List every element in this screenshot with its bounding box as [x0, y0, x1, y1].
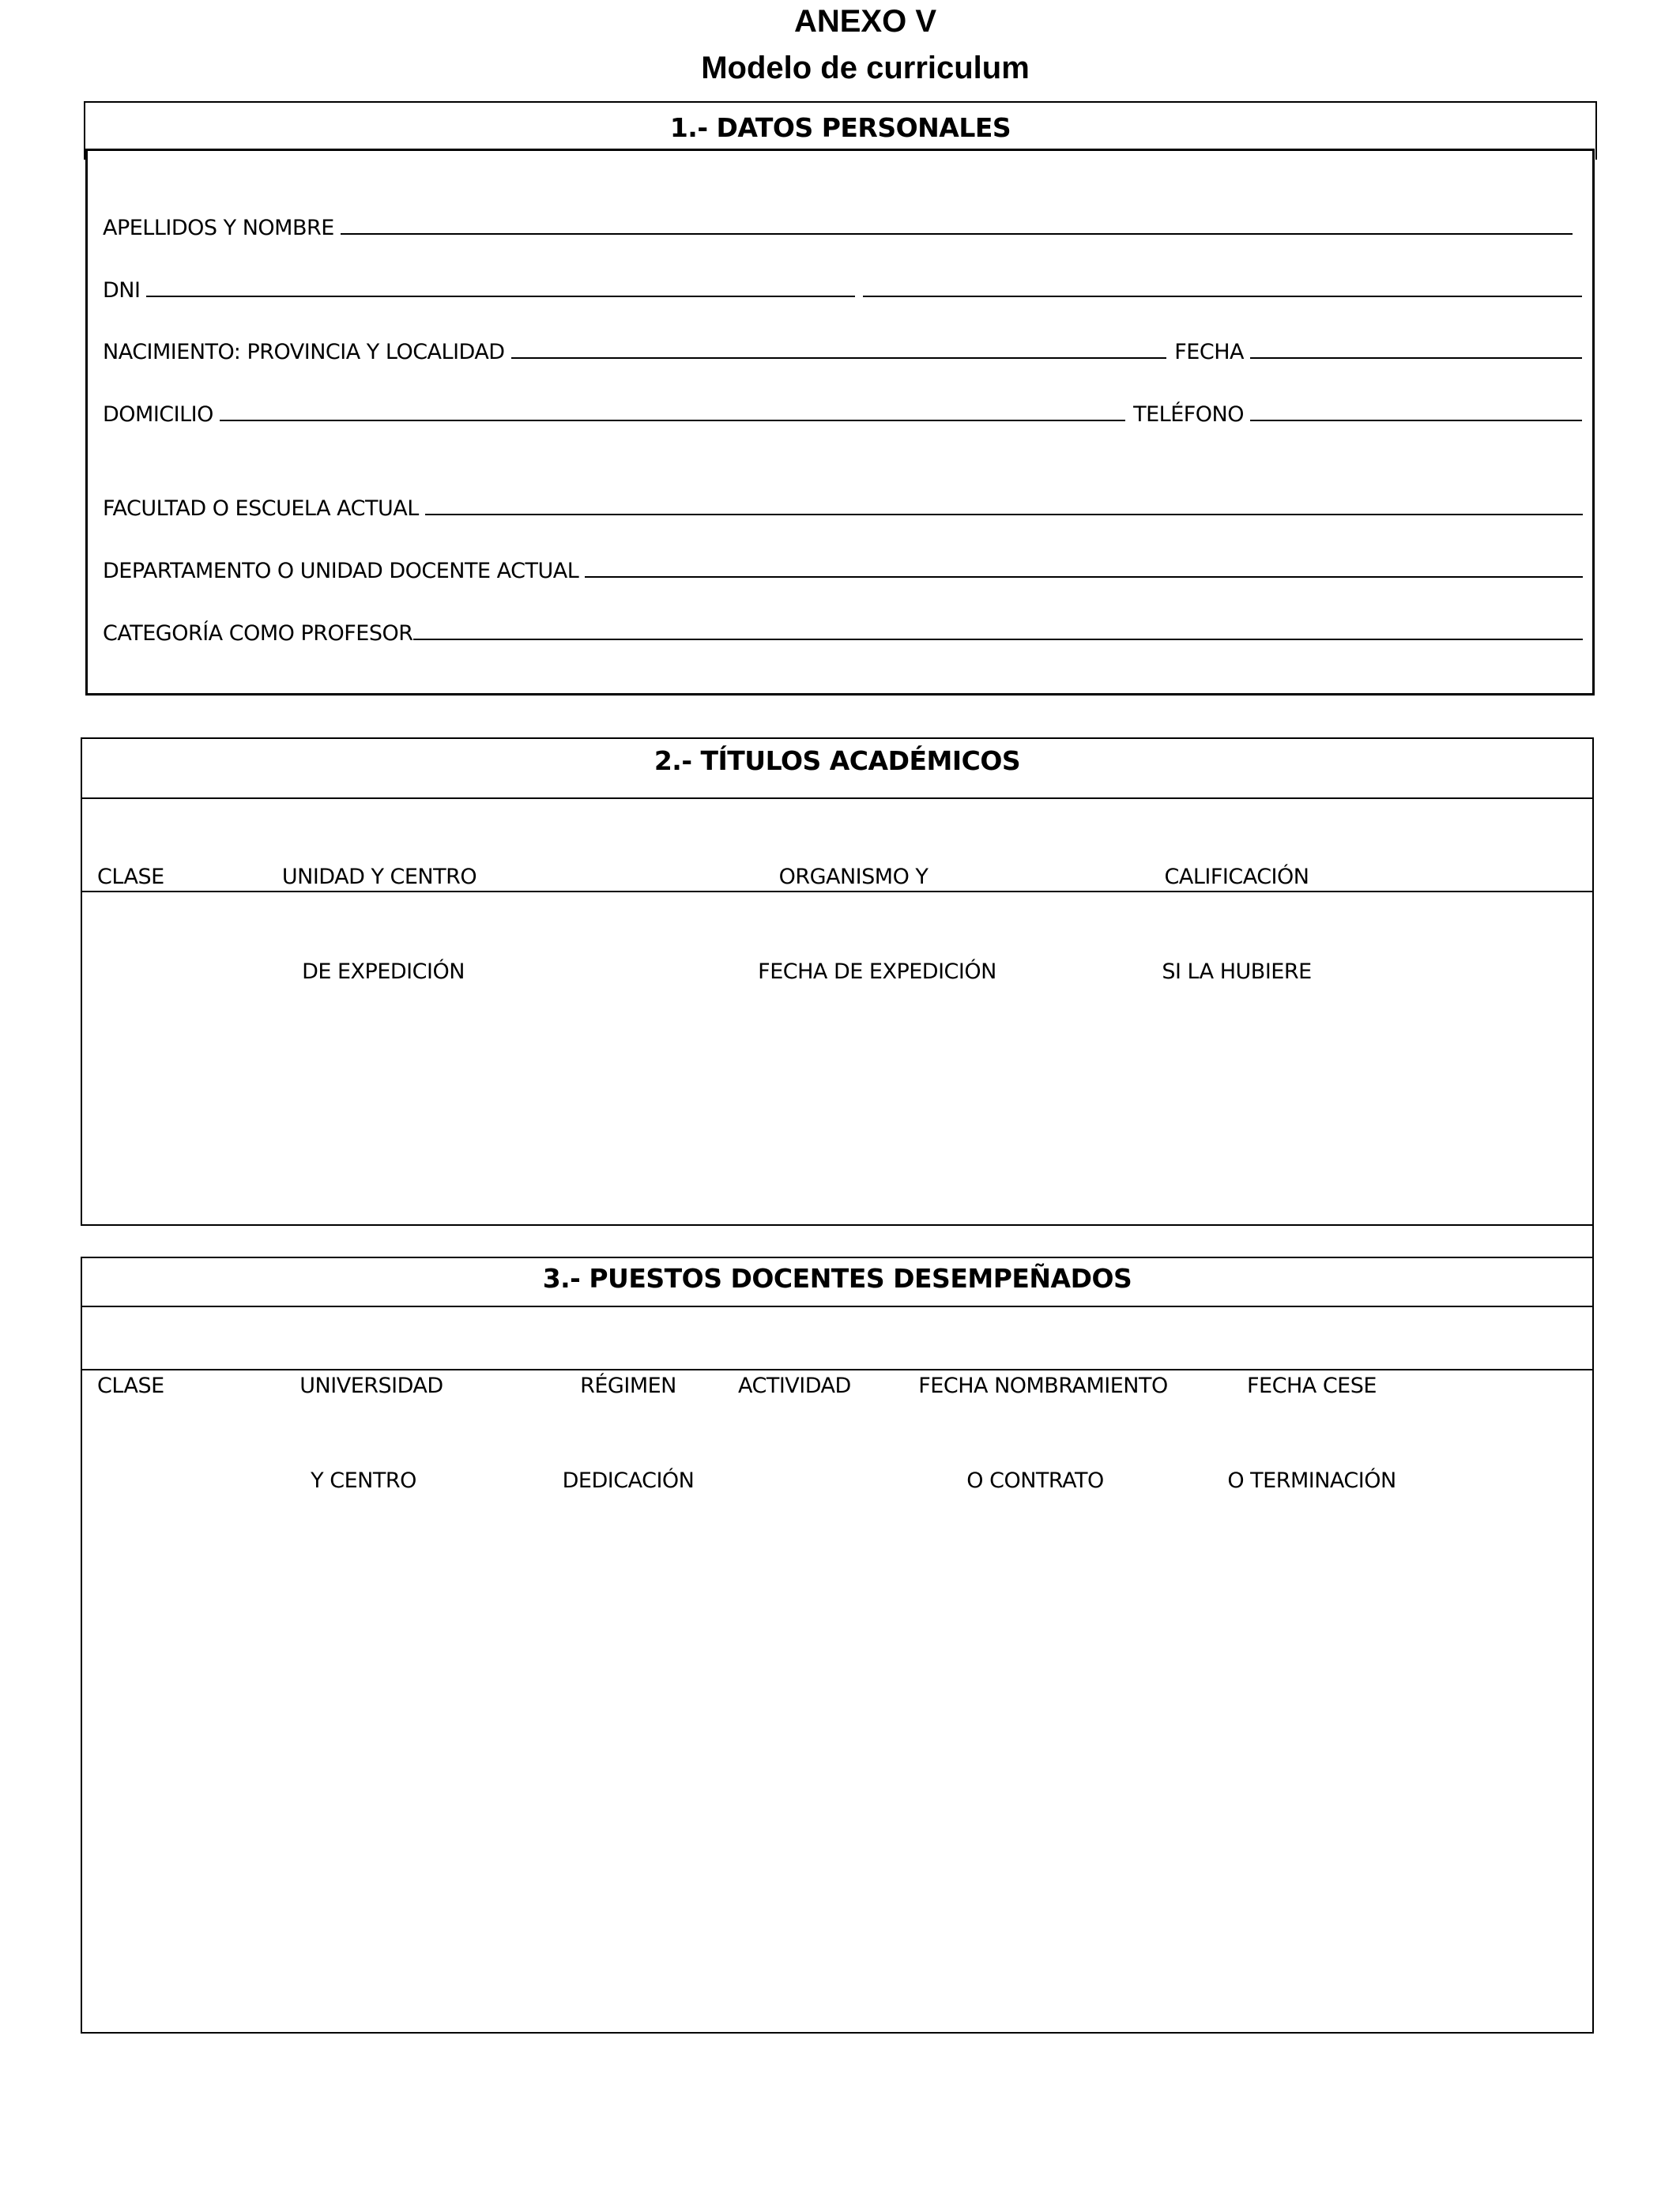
column-header-line: FECHA DE EXPEDICIÓN: [758, 959, 996, 984]
column-header-line: ACTIVIDAD: [738, 1374, 851, 1398]
column-header-line: RÉGIMEN: [580, 1374, 676, 1398]
field-nacimiento[interactable]: [103, 333, 1582, 364]
column-header-line: UNIVERSIDAD: [299, 1374, 443, 1398]
field-categoria[interactable]: [103, 614, 1583, 646]
column-header-fecha-nombramiento: [909, 1307, 1177, 1529]
column-header-line: DEDICACIÓN: [562, 1468, 695, 1493]
fill-line[interactable]: [511, 357, 1167, 359]
column-header-actividad: [738, 1307, 851, 1434]
field-label-dni: DNI: [103, 278, 141, 303]
field-label-domicilio: DOMICILIO: [103, 402, 213, 427]
column-header-line: CLASE: [97, 1374, 164, 1398]
column-header-line: ORGANISMO Y: [778, 865, 929, 889]
field-dni[interactable]: [103, 271, 1582, 303]
fill-line[interactable]: [1250, 357, 1582, 359]
fill-line[interactable]: [413, 639, 1584, 640]
column-header-clase: [97, 1307, 164, 1434]
field-label-facultad: FACULTAD O ESCUELA ACTUAL: [103, 496, 419, 521]
fill-line[interactable]: [220, 420, 1125, 421]
field-label-categoria: CATEGORÍA COMO PROFESOR: [103, 621, 413, 646]
column-header-line: CALIFICACIÓN: [1164, 865, 1309, 889]
column-header-universidad-centro: [277, 1307, 466, 1529]
page-title: ANEXO V: [793, 4, 937, 39]
column-header-calificacion: [1138, 798, 1335, 1020]
field-facultad[interactable]: [103, 489, 1583, 521]
column-header-line: CLASE: [97, 865, 164, 889]
field-label-departamento: DEPARTAMENTO O UNIDAD DOCENTE ACTUAL: [103, 559, 579, 583]
fill-line[interactable]: [1250, 420, 1582, 421]
fill-line[interactable]: [341, 233, 1573, 235]
column-header-line: O CONTRATO: [966, 1468, 1104, 1493]
column-header-organismo: [743, 798, 1011, 1020]
fill-line[interactable]: [863, 296, 1582, 297]
section-3-heading: 3.- PUESTOS DOCENTES DESEMPEÑADOS: [542, 1263, 1132, 1294]
column-header-line: Y CENTRO: [311, 1468, 416, 1493]
field-label-telefono: TELÉFONO: [1133, 402, 1244, 427]
section-1-heading: 1.- DATOS PERSONALES: [669, 112, 1011, 143]
field-label-apellidos-nombre: APELLIDOS Y NOMBRE: [103, 216, 334, 240]
column-header-fecha-cese: [1209, 1307, 1414, 1529]
fill-line[interactable]: [146, 296, 855, 297]
column-header-line: DE EXPEDICIÓN: [302, 959, 465, 984]
section-2-heading: 2.- TÍTULOS ACADÉMICOS: [654, 745, 1021, 776]
column-header-line: FECHA NOMBRAMIENTO: [918, 1374, 1168, 1398]
column-header-line: FECHA CESE: [1247, 1374, 1377, 1398]
section-2-side-tick: [1592, 1224, 1594, 1257]
column-header-line: UNIDAD Y CENTRO: [281, 865, 477, 889]
column-header-line: O TERMINACIÓN: [1227, 1468, 1396, 1493]
field-domicilio[interactable]: [103, 395, 1582, 427]
column-header-line: SI LA HUBIERE: [1162, 959, 1312, 984]
column-header-regimen: [545, 1307, 711, 1529]
field-apellidos-nombre[interactable]: [103, 209, 1582, 240]
fill-line[interactable]: [585, 576, 1583, 578]
column-header-clase: [97, 798, 164, 925]
field-label-fecha: FECHA: [1174, 340, 1244, 364]
fill-line[interactable]: [425, 514, 1583, 515]
field-label-nacimiento: NACIMIENTO: PROVINCIA Y LOCALIDAD: [103, 340, 505, 364]
field-departamento[interactable]: [103, 552, 1583, 583]
column-header-unidad-centro: [261, 798, 498, 1020]
page-subtitle: Modelo de curriculum: [701, 51, 1030, 85]
